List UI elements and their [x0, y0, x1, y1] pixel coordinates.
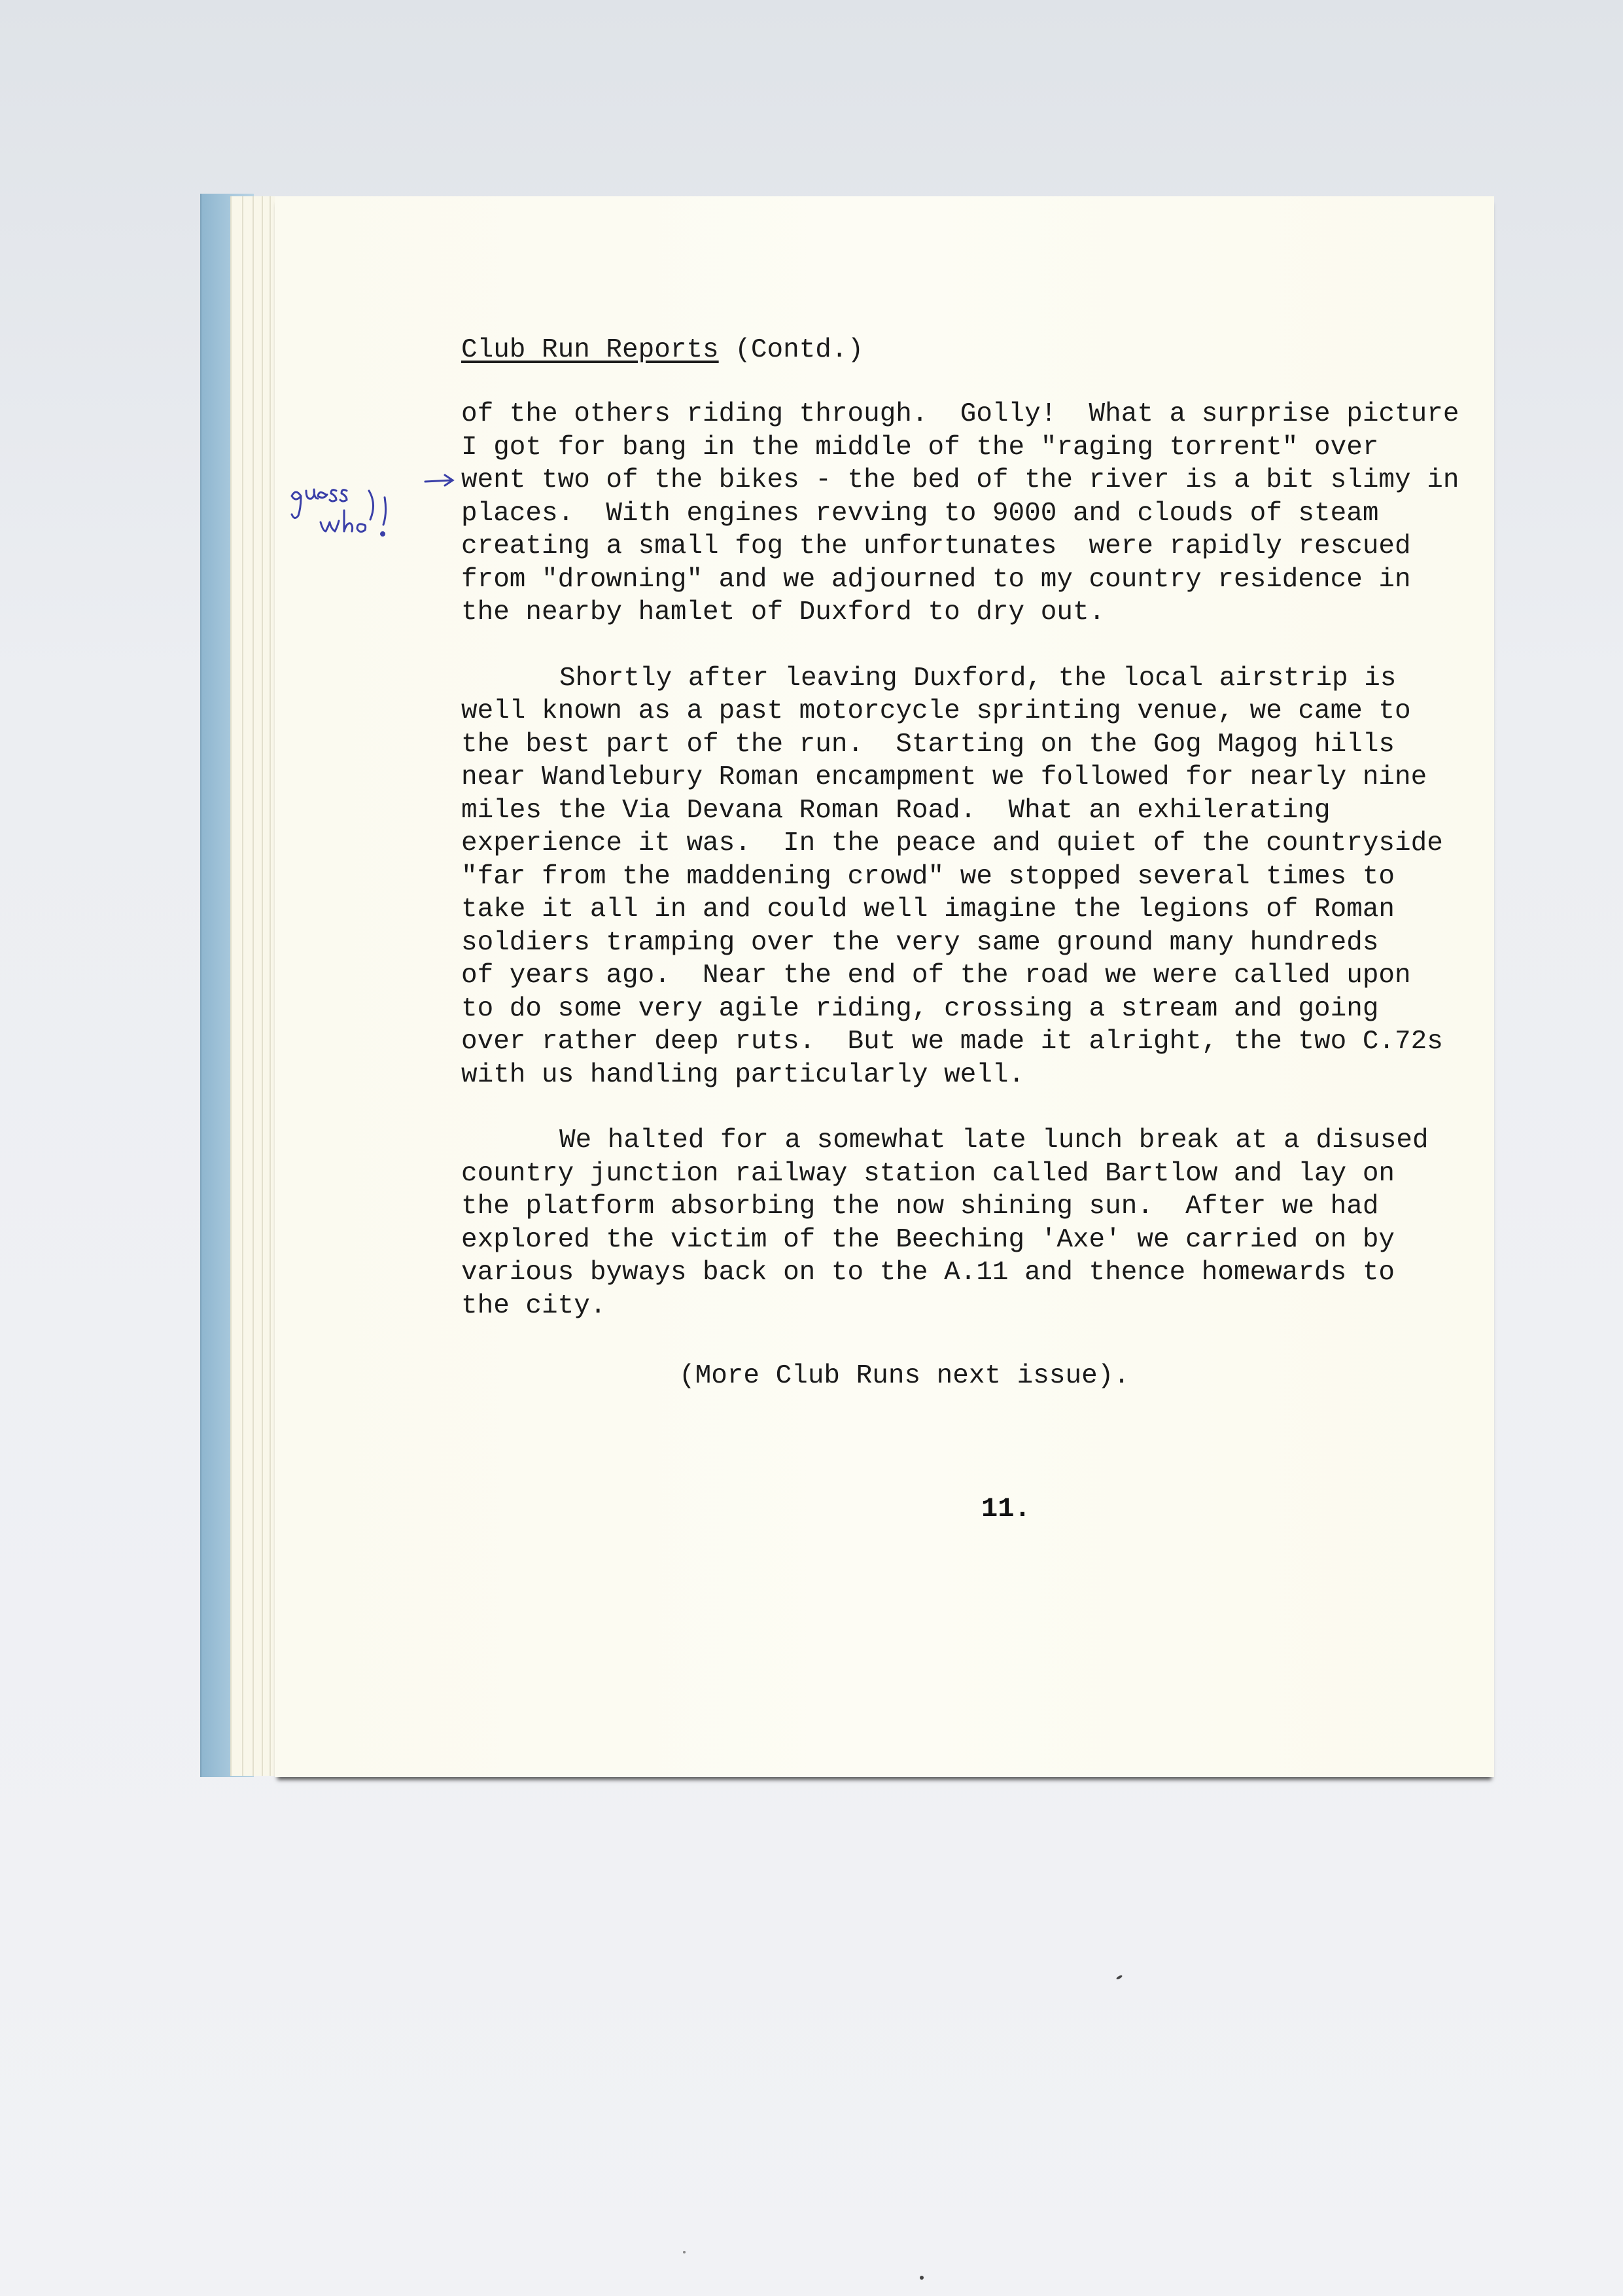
text-line: near Wandlebury Roman encampment we followed for nearly nine — [461, 762, 1427, 792]
text-line: take it all in and could well imagine the legions of Roman — [461, 894, 1395, 925]
text-line: of years ago. Near the end of the road we were called upon — [461, 961, 1411, 991]
closing-note: (More Club Runs next issue). — [679, 1361, 1130, 1391]
text-line: went two of the bikes - the bed of the river is a bit slimy in — [461, 465, 1459, 495]
text-line: with us handling particularly well. — [461, 1059, 1025, 1090]
scan-speck — [683, 2251, 686, 2253]
text-line: miles the Via Devana Roman Road. What an exhilerating — [461, 795, 1331, 826]
text-line: the platform absorbing the now shining sun. After we had — [461, 1192, 1379, 1222]
text-line: "far from the maddening crowd" we stopped several times to — [461, 861, 1395, 892]
text-line: the nearby hamlet of Duxford to dry out. — [461, 597, 1106, 627]
text-line: places. With engines revving to 9000 and clouds of steam — [461, 498, 1379, 529]
header-continued: (Contd.) — [718, 335, 864, 365]
text-line: well known as a past motorcycle sprinting venue, we came to — [461, 696, 1411, 726]
text-line: to do some very agile riding, crossing a stream and going — [461, 993, 1379, 1024]
text-line: I got for bang in the middle of the "raging torrent" over — [461, 432, 1379, 463]
text-line: country junction railway station called Bartlow and lay on — [461, 1158, 1395, 1189]
article-body — [461, 398, 1495, 1355]
scan-speck — [920, 2276, 924, 2280]
page-header — [461, 335, 864, 365]
text-line: of the others riding through. Golly! What a surprise picture — [461, 399, 1459, 429]
text-line: experience it was. In the peace and quiet of the countryside — [461, 828, 1443, 858]
text-line: over rather deep ruts. But we made it alright, the two C.72s — [461, 1027, 1443, 1057]
text-line: various byways back on to the A.11 and thence homewards to — [461, 1258, 1395, 1288]
page-number: 11. — [981, 1493, 1031, 1525]
paragraph-2 — [461, 662, 1495, 1092]
text-line: Shortly after leaving Duxford, the local airstrip is — [559, 663, 1397, 694]
text-line: explored the victim of the Beeching 'Axe' we carried on by — [461, 1224, 1395, 1255]
scan-speck — [1116, 1975, 1123, 1980]
text-line: creating a small fog the unfortunates were rapidly rescued — [461, 531, 1411, 561]
text-line: from "drowning" and we adjourned to my country residence in — [461, 564, 1411, 595]
handwritten-note-guess-who — [288, 471, 419, 550]
paragraph-3 — [461, 1124, 1495, 1322]
margin-arrow-icon — [423, 472, 457, 489]
paragraph-1 — [461, 398, 1495, 629]
header-title: Club Run Reports — [461, 335, 719, 365]
text-line: We halted for a somewhat late lunch break at a disused — [559, 1125, 1429, 1156]
text-line: the city. — [461, 1290, 606, 1321]
text-line: the best part of the run. Starting on the Gog Magog hills — [461, 729, 1395, 760]
text-line: soldiers tramping over the very same ground many hundreds — [461, 927, 1379, 958]
